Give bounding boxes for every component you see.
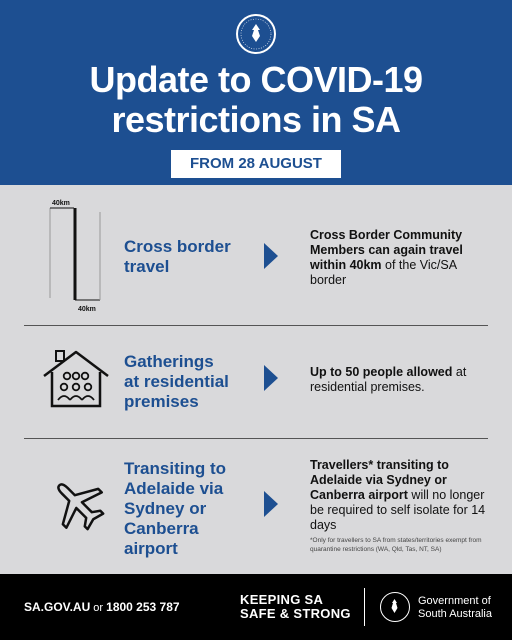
phone-number[interactable]: 1800 253 787 bbox=[106, 600, 180, 614]
section-desc-cross-border: Cross Border Community Members can again travel within 40km of the Vic/SA border bbox=[310, 228, 463, 287]
website-link[interactable]: SA.GOV.AU bbox=[24, 600, 91, 614]
divider bbox=[24, 438, 488, 439]
section-label-cross-border: Cross border travel bbox=[124, 237, 231, 276]
title-line-2: restrictions in SA bbox=[111, 99, 401, 140]
sa-logo-icon bbox=[236, 14, 276, 54]
government-label: Government of South Australia bbox=[418, 595, 492, 620]
chevron-right-icon bbox=[264, 491, 278, 517]
contact-info: SA.GOV.AU or 1800 253 787 bbox=[24, 600, 180, 614]
footer bbox=[0, 574, 512, 640]
section-label-gatherings: Gatherings at residential premises bbox=[124, 352, 229, 411]
divider bbox=[24, 325, 488, 326]
title-line-1: Update to COVID-19 bbox=[89, 59, 423, 100]
chevron-right-icon bbox=[264, 365, 278, 391]
section-desc-gatherings: Up to 50 people allowed at residential premises. bbox=[310, 365, 467, 394]
house-people-icon bbox=[40, 348, 112, 410]
divider bbox=[364, 588, 365, 626]
slogan: KEEPING SA SAFE & STRONG bbox=[240, 592, 351, 621]
map-top-label: 40km bbox=[52, 200, 70, 207]
date-badge: FROM 28 AUGUST bbox=[171, 150, 341, 178]
gov-crest-icon bbox=[380, 592, 410, 622]
footnote: *Only for travellers to SA from states/territories exempt from quarantine restrictions (WA, Qld, Tas, NT, SA) bbox=[310, 537, 482, 553]
header-banner bbox=[0, 0, 512, 185]
page-title bbox=[0, 60, 512, 140]
chevron-right-icon bbox=[264, 243, 278, 269]
border-map-icon bbox=[48, 198, 108, 316]
airplane-icon bbox=[48, 474, 106, 532]
map-bottom-label: 40km bbox=[78, 306, 96, 313]
section-desc-transiting: Travellers* transiting to Adelaide via Sydney or Canberra airport will no longer be required to self isolate for 14 days bbox=[310, 458, 486, 532]
section-label-transiting: Transiting to Adelaide via Sydney or Canberra airport bbox=[124, 459, 226, 558]
